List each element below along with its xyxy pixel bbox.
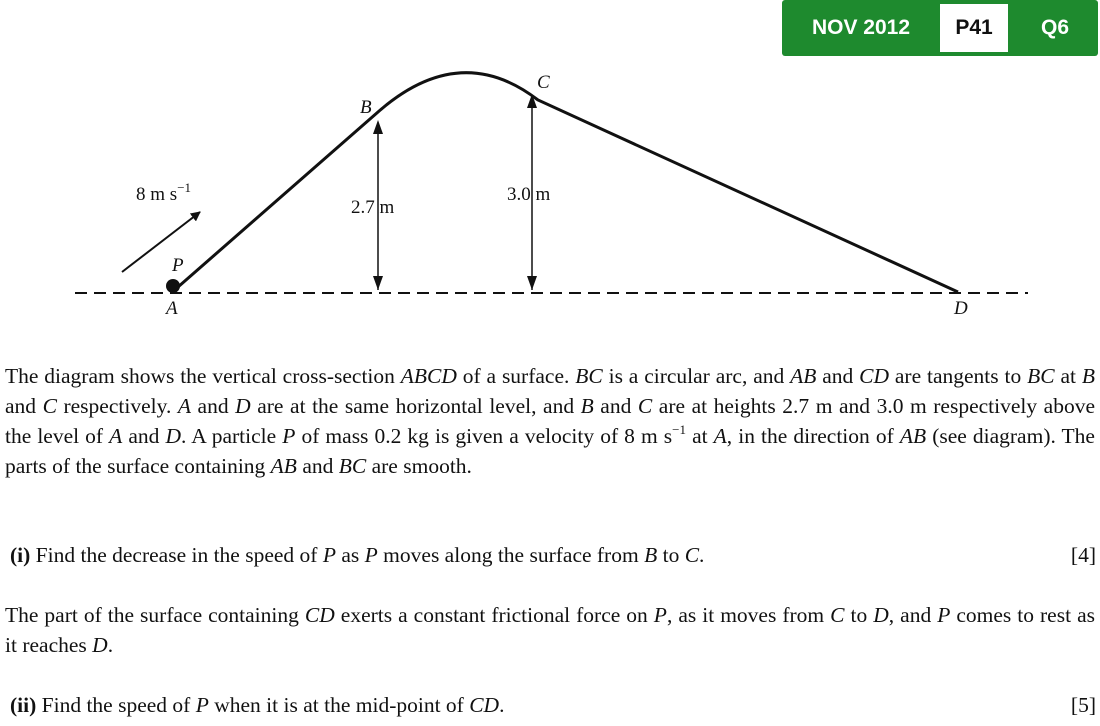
intro-paragraph: The diagram shows the vertical cross-section ABCD of a surface. BC is a circular arc, and AB and CD are tangents to BC at B and C respectively. A and D are at the same horizontal level, and B and C are at heights 2.7 m and 3.0 m respectively above the level of A and D. A particle P of mass 0.2 kg is given a velocity of 8 m $s^{-1}$ at A, in the direction of AB (see diagram). The parts of the surface containing AB and BC are smooth. [5, 364, 1096, 478]
height-c-label: 3.0 m [507, 184, 551, 205]
speed-label: 8 m $s^{-1}$ [136, 180, 192, 205]
label-b: B [360, 97, 372, 118]
question-label: Q6 [1040, 16, 1069, 39]
height-b-label: 2.7 m [351, 197, 395, 218]
label-p: P [172, 255, 184, 276]
velocity-arrow [122, 212, 200, 272]
particle-p [166, 279, 180, 293]
session-label: NOV 2012 [811, 16, 911, 39]
question-i: (i) Find the decrease in the speed of P as P moves along the surface from B to C. [4] [10, 540, 1096, 570]
label-a: A [166, 298, 178, 319]
marks-ii: [5] [1070, 693, 1096, 717]
surface-profile [178, 73, 958, 292]
question-ii: (ii) Find the speed of P when it is at the mid-point of CD. [5] [10, 690, 1096, 720]
cross-section-diagram [0, 0, 1100, 330]
paper-label: P41 [940, 4, 1008, 52]
middle-paragraph: The part of the surface containing CD exerts a constant frictional force on P, as it moves from C to D, and P comes to rest as it reaches D. [5, 603, 1095, 657]
label-d: D [954, 298, 968, 319]
label-c: C [537, 72, 550, 93]
marks-i: [4] [1070, 543, 1096, 567]
